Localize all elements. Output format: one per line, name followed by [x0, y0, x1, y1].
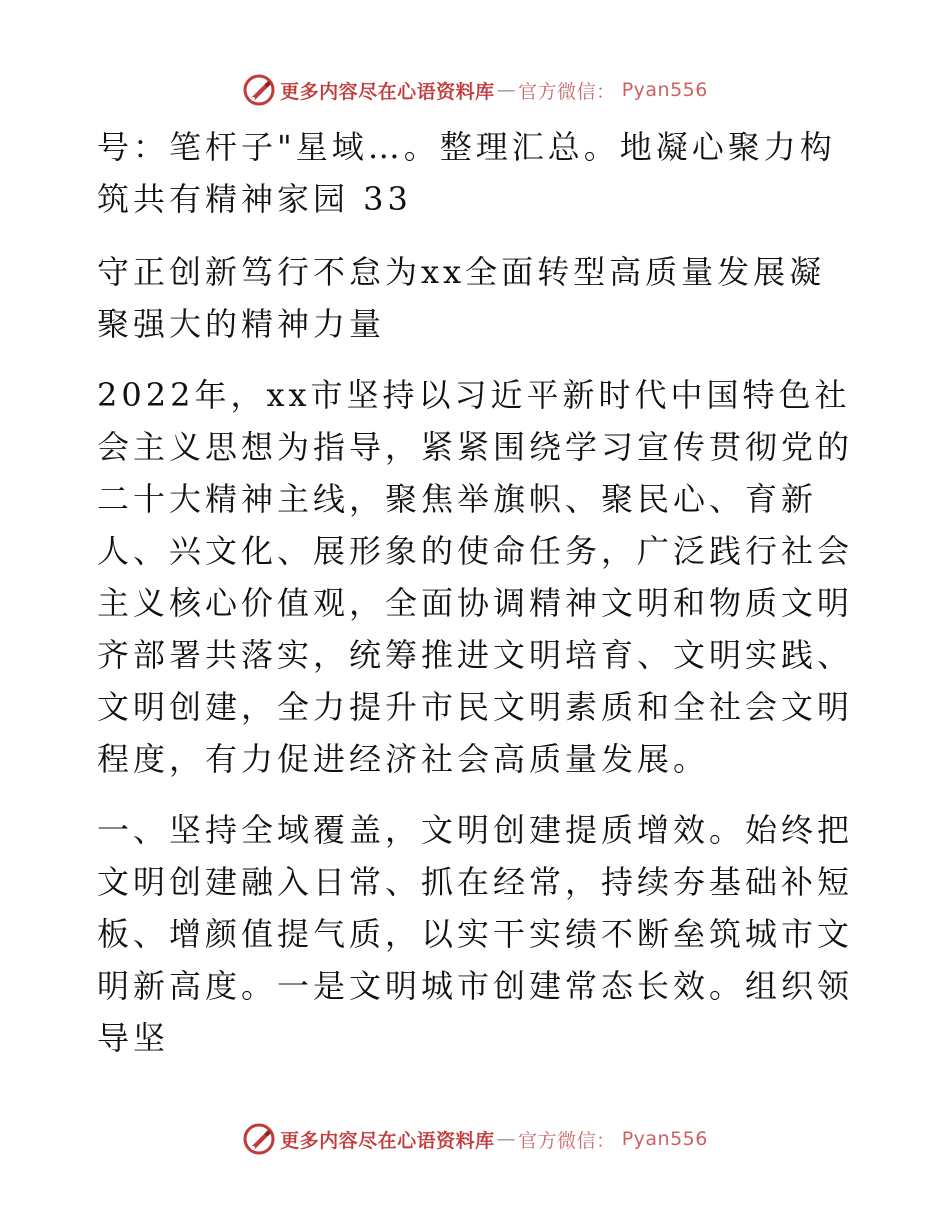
- watermark-colon: ：: [596, 80, 616, 103]
- watermark-colon: ：: [596, 1129, 616, 1152]
- paragraph-intro: 号：笔杆子"星域…。整理汇总。地凝心聚力构筑共有精神家园 33: [97, 128, 836, 218]
- watermark-slogan: 更多内容尽在心语资料库: [280, 80, 495, 103]
- watermark-slogan: 更多内容尽在心语资料库: [280, 1129, 495, 1152]
- watermark-dash: —: [496, 79, 517, 101]
- paragraph-title: 守正创新笃行不怠为xx全面转型高质量发展凝聚强大的精神力量: [97, 253, 826, 343]
- header-watermark: [0, 70, 950, 110]
- paragraph-overview: 2022年，xx市坚持以习近平新时代中国特色社会主义思想为指导，紧紧围绕学习宣传贯彻党的二十大精神主线，聚焦举旗帜、聚民心、育新人、兴文化、展形象的使命任务，广泛践行社会主义核心价值观，全面协调精神文明和物质文明齐部署共落实，统筹推进文明培育、文明实践、文明创建，全力提升市民文明素质和全社会文明程度，有力促进经济社会高质量发展。: [97, 376, 854, 778]
- paragraph-section-one: 一、坚持全域覆盖，文明创建提质增效。始终把文明创建融入日常、抓在经常，持续夯基础补短板、增颜值提气质，以实干实绩不断垒筑城市文明新高度。一是文明城市创建常态长效。组织领导坚: [97, 811, 854, 1057]
- document-body: [97, 121, 857, 1083]
- watermark-wechat-id: Pyan556: [621, 79, 708, 101]
- watermark-dash: —: [496, 1128, 517, 1150]
- pen-logo-icon: [242, 73, 276, 107]
- watermark-label: 官方微信: [518, 1129, 597, 1152]
- footer-watermark: [0, 1119, 950, 1159]
- watermark-wechat-id: Pyan556: [621, 1128, 708, 1150]
- watermark-label: 官方微信: [518, 80, 597, 103]
- pen-logo-icon: [242, 1122, 276, 1156]
